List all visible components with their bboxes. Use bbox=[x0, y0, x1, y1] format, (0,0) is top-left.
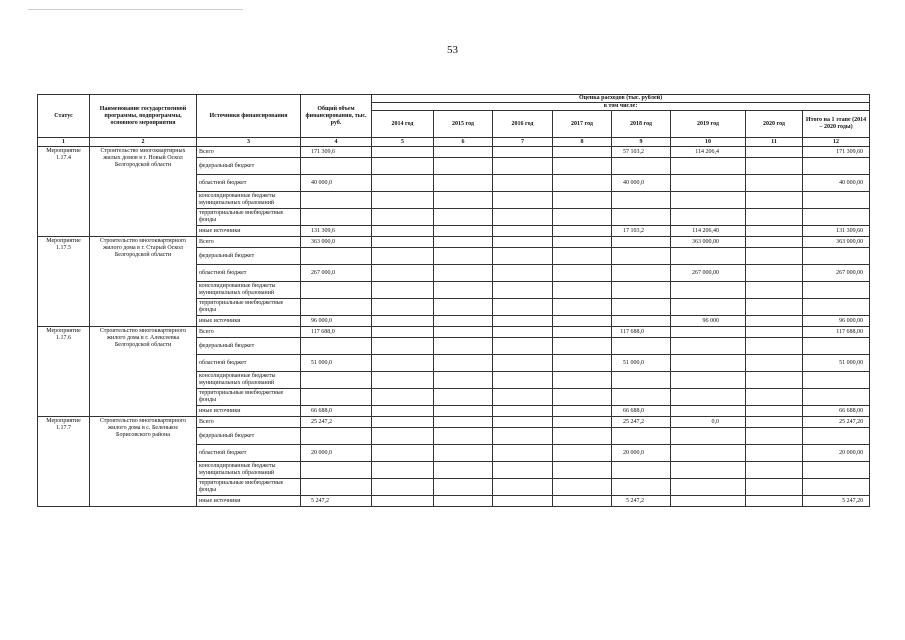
itog-value: 96 000,00 bbox=[803, 316, 870, 327]
year-value-empty bbox=[372, 338, 434, 355]
year-value-empty bbox=[553, 428, 612, 445]
year-2020-value bbox=[746, 237, 803, 248]
itog-value: 20 000,00 bbox=[803, 445, 870, 462]
year-value-empty bbox=[372, 389, 434, 406]
year-2018-value: 25 247,2 bbox=[612, 417, 671, 428]
year-value-empty bbox=[493, 248, 553, 265]
year-value-empty bbox=[493, 158, 553, 175]
year-value-empty bbox=[553, 237, 612, 248]
year-value-empty bbox=[372, 248, 434, 265]
funding-source: областной бюджет bbox=[197, 355, 301, 372]
year-value-empty bbox=[553, 282, 612, 299]
year-2019-value bbox=[671, 327, 746, 338]
year-2018-value bbox=[612, 282, 671, 299]
year-value-empty bbox=[553, 417, 612, 428]
itog-value bbox=[803, 192, 870, 209]
itog-value bbox=[803, 372, 870, 389]
year-value-empty bbox=[372, 226, 434, 237]
year-2019-value bbox=[671, 462, 746, 479]
year-2020-value bbox=[746, 445, 803, 462]
itog-value: 267 000,00 bbox=[803, 265, 870, 282]
year-value-empty bbox=[553, 299, 612, 316]
year-value-empty bbox=[372, 192, 434, 209]
year-value-empty bbox=[553, 372, 612, 389]
itog-value bbox=[803, 248, 870, 265]
year-value-empty bbox=[553, 479, 612, 496]
year-value-empty bbox=[553, 445, 612, 462]
year-2019-value bbox=[671, 192, 746, 209]
activity-name: Строительство многоквартирного жилого дома в с. Беленькое Борисовского района bbox=[90, 417, 197, 507]
year-value-empty bbox=[553, 338, 612, 355]
year-value-empty bbox=[434, 338, 493, 355]
year-2020-value bbox=[746, 226, 803, 237]
year-value-empty bbox=[372, 299, 434, 316]
table-body bbox=[38, 147, 870, 507]
funding-source: Всего bbox=[197, 327, 301, 338]
year-value-empty bbox=[493, 417, 553, 428]
year-value-empty bbox=[434, 158, 493, 175]
year-value-empty bbox=[493, 428, 553, 445]
year-value-empty bbox=[553, 316, 612, 327]
year-2018-value bbox=[612, 158, 671, 175]
header-sources: Источники финансирования bbox=[197, 95, 301, 138]
year-value-empty bbox=[553, 158, 612, 175]
year-value-empty bbox=[372, 282, 434, 299]
total-value: 131 309,6 bbox=[301, 226, 372, 237]
total-value: 267 000,0 bbox=[301, 265, 372, 282]
column-number: 10 bbox=[671, 138, 746, 147]
table-row bbox=[38, 327, 870, 338]
funding-source: Всего bbox=[197, 417, 301, 428]
itog-value bbox=[803, 389, 870, 406]
year-value-empty bbox=[434, 226, 493, 237]
funding-source: консолидированные бюджеты муниципальных образований bbox=[197, 462, 301, 479]
year-2019-value bbox=[671, 248, 746, 265]
year-value-empty bbox=[372, 462, 434, 479]
funding-source: консолидированные бюджеты муниципальных образований bbox=[197, 282, 301, 299]
year-value-empty bbox=[553, 496, 612, 507]
column-number: 8 bbox=[553, 138, 612, 147]
year-value-empty bbox=[434, 406, 493, 417]
funding-source: консолидированные бюджеты муниципальных образований bbox=[197, 192, 301, 209]
year-value-empty bbox=[553, 355, 612, 372]
year-value-empty bbox=[493, 175, 553, 192]
year-value-empty bbox=[372, 316, 434, 327]
header-year: 2017 год bbox=[553, 111, 612, 138]
funding-source: Всего bbox=[197, 237, 301, 248]
itog-value: 117 688,00 bbox=[803, 327, 870, 338]
header-name: Наименование государственной программы, подпрограммы, основного мероприятия bbox=[90, 95, 197, 138]
year-value-empty bbox=[434, 299, 493, 316]
year-2019-value bbox=[671, 372, 746, 389]
header-year: 2019 год bbox=[671, 111, 746, 138]
year-value-empty bbox=[434, 462, 493, 479]
year-2020-value bbox=[746, 355, 803, 372]
year-2019-value bbox=[671, 299, 746, 316]
year-2020-value bbox=[746, 265, 803, 282]
year-value-empty bbox=[493, 237, 553, 248]
total-value: 171 309,6 bbox=[301, 147, 372, 158]
year-value-empty bbox=[434, 192, 493, 209]
total-value bbox=[301, 282, 372, 299]
total-value bbox=[301, 338, 372, 355]
year-2018-value: 51 000,0 bbox=[612, 355, 671, 372]
year-value-empty bbox=[434, 445, 493, 462]
year-value-empty bbox=[372, 327, 434, 338]
column-number: 7 bbox=[493, 138, 553, 147]
year-value-empty bbox=[493, 445, 553, 462]
year-2018-value: 20 000,0 bbox=[612, 445, 671, 462]
year-2019-value: 114 206,40 bbox=[671, 226, 746, 237]
year-value-empty bbox=[434, 389, 493, 406]
year-2019-value bbox=[671, 389, 746, 406]
year-2018-value bbox=[612, 209, 671, 226]
year-2018-value bbox=[612, 338, 671, 355]
funding-source: Всего bbox=[197, 147, 301, 158]
itog-value: 40 000,00 bbox=[803, 175, 870, 192]
year-2018-value: 117 688,0 bbox=[612, 327, 671, 338]
year-value-empty bbox=[493, 479, 553, 496]
funding-source: иные источники bbox=[197, 496, 301, 507]
funding-source: территориальные внебюджетные фонды bbox=[197, 389, 301, 406]
year-2019-value bbox=[671, 479, 746, 496]
year-value-empty bbox=[493, 316, 553, 327]
funding-source: иные источники bbox=[197, 316, 301, 327]
year-2020-value bbox=[746, 389, 803, 406]
header-total: Общий объем финансирования, тыс. руб. bbox=[301, 95, 372, 138]
itog-value bbox=[803, 479, 870, 496]
total-value bbox=[301, 158, 372, 175]
year-value-empty bbox=[372, 175, 434, 192]
year-value-empty bbox=[372, 372, 434, 389]
year-2019-value bbox=[671, 175, 746, 192]
total-value: 363 000,0 bbox=[301, 237, 372, 248]
year-2019-value bbox=[671, 338, 746, 355]
itog-value bbox=[803, 282, 870, 299]
activity-status: Мероприятие 1.17.6 bbox=[38, 327, 90, 417]
year-value-empty bbox=[553, 265, 612, 282]
year-value-empty bbox=[493, 192, 553, 209]
year-2019-value bbox=[671, 496, 746, 507]
header-estimate: Оценка расходов (тыс. рублей) bbox=[372, 95, 870, 103]
funding-source: иные источники bbox=[197, 406, 301, 417]
year-2019-value: 96 000 bbox=[671, 316, 746, 327]
year-value-empty bbox=[434, 417, 493, 428]
total-value bbox=[301, 372, 372, 389]
total-value bbox=[301, 462, 372, 479]
activity-status: Мероприятие 1.17.7 bbox=[38, 417, 90, 507]
year-2019-value: 363 000,00 bbox=[671, 237, 746, 248]
year-2018-value bbox=[612, 316, 671, 327]
year-2020-value bbox=[746, 462, 803, 479]
year-value-empty bbox=[493, 265, 553, 282]
total-value: 40 000,0 bbox=[301, 175, 372, 192]
year-value-empty bbox=[372, 237, 434, 248]
year-value-empty bbox=[493, 327, 553, 338]
header-status: Статус bbox=[38, 95, 90, 138]
year-value-empty bbox=[372, 479, 434, 496]
year-value-empty bbox=[493, 282, 553, 299]
year-2018-value: 57 103,2 bbox=[612, 147, 671, 158]
year-value-empty bbox=[434, 496, 493, 507]
table-row bbox=[38, 237, 870, 248]
year-2020-value bbox=[746, 209, 803, 226]
header-year: 2014 год bbox=[372, 111, 434, 138]
table-row bbox=[38, 147, 870, 158]
total-value bbox=[301, 192, 372, 209]
year-2020-value bbox=[746, 147, 803, 158]
year-2019-value bbox=[671, 406, 746, 417]
year-2020-value bbox=[746, 158, 803, 175]
year-2019-value: 0,0 bbox=[671, 417, 746, 428]
year-value-empty bbox=[434, 248, 493, 265]
year-value-empty bbox=[493, 355, 553, 372]
year-2020-value bbox=[746, 417, 803, 428]
funding-source: областной бюджет bbox=[197, 175, 301, 192]
total-value: 51 000,0 bbox=[301, 355, 372, 372]
column-number: 6 bbox=[434, 138, 493, 147]
itog-value bbox=[803, 158, 870, 175]
year-value-empty bbox=[553, 248, 612, 265]
total-value bbox=[301, 389, 372, 406]
year-2020-value bbox=[746, 192, 803, 209]
column-number: 12 bbox=[803, 138, 870, 147]
year-2020-value bbox=[746, 316, 803, 327]
funding-source: федеральный бюджет bbox=[197, 428, 301, 445]
itog-value: 171 309,60 bbox=[803, 147, 870, 158]
year-value-empty bbox=[493, 209, 553, 226]
column-number: 11 bbox=[746, 138, 803, 147]
column-number: 2 bbox=[90, 138, 197, 147]
year-2019-value: 267 000,00 bbox=[671, 265, 746, 282]
itog-value bbox=[803, 209, 870, 226]
table-row bbox=[38, 417, 870, 428]
year-value-empty bbox=[434, 175, 493, 192]
activity-status: Мероприятие 1.17.4 bbox=[38, 147, 90, 237]
year-value-empty bbox=[372, 445, 434, 462]
year-2018-value: 40 000,0 bbox=[612, 175, 671, 192]
year-value-empty bbox=[434, 282, 493, 299]
total-value bbox=[301, 428, 372, 445]
year-2018-value bbox=[612, 372, 671, 389]
year-2020-value bbox=[746, 327, 803, 338]
year-2019-value bbox=[671, 445, 746, 462]
total-value: 96 000,0 bbox=[301, 316, 372, 327]
column-number: 3 bbox=[197, 138, 301, 147]
year-value-empty bbox=[434, 209, 493, 226]
year-2020-value bbox=[746, 282, 803, 299]
year-2020-value bbox=[746, 372, 803, 389]
total-value: 66 688,0 bbox=[301, 406, 372, 417]
year-value-empty bbox=[493, 462, 553, 479]
total-value bbox=[301, 479, 372, 496]
year-2020-value bbox=[746, 299, 803, 316]
year-2019-value bbox=[671, 428, 746, 445]
year-value-empty bbox=[372, 428, 434, 445]
funding-source: федеральный бюджет bbox=[197, 158, 301, 175]
activity-name: Строительство многоквартирного жилого дома в г. Алексеевка Белгородской области bbox=[90, 327, 197, 417]
year-value-empty bbox=[372, 209, 434, 226]
total-value bbox=[301, 248, 372, 265]
itog-value bbox=[803, 462, 870, 479]
year-2020-value bbox=[746, 175, 803, 192]
year-2018-value bbox=[612, 237, 671, 248]
year-value-empty bbox=[493, 338, 553, 355]
year-value-empty bbox=[372, 417, 434, 428]
funding-source: федеральный бюджет bbox=[197, 338, 301, 355]
year-2020-value bbox=[746, 406, 803, 417]
year-value-empty bbox=[553, 327, 612, 338]
year-value-empty bbox=[553, 389, 612, 406]
year-value-empty bbox=[553, 175, 612, 192]
year-value-empty bbox=[493, 496, 553, 507]
year-value-empty bbox=[553, 226, 612, 237]
funding-source: областной бюджет bbox=[197, 265, 301, 282]
year-2018-value bbox=[612, 192, 671, 209]
year-2018-value bbox=[612, 248, 671, 265]
funding-source: федеральный бюджет bbox=[197, 248, 301, 265]
year-value-empty bbox=[434, 372, 493, 389]
year-value-empty bbox=[493, 406, 553, 417]
year-value-empty bbox=[434, 327, 493, 338]
funding-source: территориальные внебюджетные фонды bbox=[197, 209, 301, 226]
year-value-empty bbox=[372, 355, 434, 372]
itog-value: 66 688,00 bbox=[803, 406, 870, 417]
activity-name: Строительство многоквартирного жилого дома в г. Старый Оскол Белгородской области bbox=[90, 237, 197, 327]
year-value-empty bbox=[493, 372, 553, 389]
budget-table bbox=[37, 94, 870, 507]
total-value bbox=[301, 299, 372, 316]
year-2019-value bbox=[671, 158, 746, 175]
header-including: в том числе: bbox=[372, 103, 870, 111]
total-value bbox=[301, 209, 372, 226]
year-2018-value: 5 247,2 bbox=[612, 496, 671, 507]
total-value: 25 247,2 bbox=[301, 417, 372, 428]
year-value-empty bbox=[434, 265, 493, 282]
header-itog: Итого на 1 этапе (2014 – 2020 годы) bbox=[803, 111, 870, 138]
itog-value: 131 309,60 bbox=[803, 226, 870, 237]
total-value: 5 247,2 bbox=[301, 496, 372, 507]
year-value-empty bbox=[493, 299, 553, 316]
itog-value: 5 247,20 bbox=[803, 496, 870, 507]
year-2019-value bbox=[671, 355, 746, 372]
activity-status: Мероприятие 1.17.5 bbox=[38, 237, 90, 327]
year-value-empty bbox=[434, 147, 493, 158]
year-2018-value bbox=[612, 462, 671, 479]
year-2020-value bbox=[746, 479, 803, 496]
year-value-empty bbox=[372, 265, 434, 282]
itog-value bbox=[803, 338, 870, 355]
itog-value bbox=[803, 299, 870, 316]
year-value-empty bbox=[434, 316, 493, 327]
year-value-empty bbox=[553, 406, 612, 417]
funding-source: иные источники bbox=[197, 226, 301, 237]
itog-value: 363 000,00 bbox=[803, 237, 870, 248]
year-value-empty bbox=[553, 192, 612, 209]
column-number: 5 bbox=[372, 138, 434, 147]
year-value-empty bbox=[553, 209, 612, 226]
activity-name: Строительство многоквартирных жилых домов в г. Новый Оскол Белгородской области bbox=[90, 147, 197, 237]
year-value-empty bbox=[372, 406, 434, 417]
top-divider bbox=[28, 9, 243, 10]
year-value-empty bbox=[434, 479, 493, 496]
header-year: 2015 год bbox=[434, 111, 493, 138]
year-2020-value bbox=[746, 428, 803, 445]
header-year: 2018 год bbox=[612, 111, 671, 138]
year-2020-value bbox=[746, 496, 803, 507]
year-value-empty bbox=[372, 496, 434, 507]
year-value-empty bbox=[553, 462, 612, 479]
year-2018-value bbox=[612, 299, 671, 316]
year-value-empty bbox=[493, 226, 553, 237]
year-2019-value bbox=[671, 282, 746, 299]
year-value-empty bbox=[434, 355, 493, 372]
funding-source: территориальные внебюджетные фонды bbox=[197, 479, 301, 496]
year-2020-value bbox=[746, 248, 803, 265]
year-value-empty bbox=[434, 237, 493, 248]
funding-source: территориальные внебюджетные фонды bbox=[197, 299, 301, 316]
funding-source: областной бюджет bbox=[197, 445, 301, 462]
column-number: 4 bbox=[301, 138, 372, 147]
year-value-empty bbox=[434, 428, 493, 445]
year-value-empty bbox=[372, 147, 434, 158]
year-value-empty bbox=[372, 158, 434, 175]
year-2018-value bbox=[612, 389, 671, 406]
itog-value: 51 000,00 bbox=[803, 355, 870, 372]
year-2018-value bbox=[612, 265, 671, 282]
year-2019-value: 114 206,4 bbox=[671, 147, 746, 158]
column-number: 1 bbox=[38, 138, 90, 147]
page-number: 53 bbox=[447, 44, 458, 56]
year-value-empty bbox=[493, 147, 553, 158]
year-2018-value bbox=[612, 479, 671, 496]
total-value: 117 688,0 bbox=[301, 327, 372, 338]
column-number: 9 bbox=[612, 138, 671, 147]
itog-value: 25 247,20 bbox=[803, 417, 870, 428]
year-2018-value bbox=[612, 428, 671, 445]
itog-value bbox=[803, 428, 870, 445]
header-year: 2020 год bbox=[746, 111, 803, 138]
year-2018-value: 66 688,0 bbox=[612, 406, 671, 417]
year-value-empty bbox=[493, 389, 553, 406]
funding-source: консолидированные бюджеты муниципальных образований bbox=[197, 372, 301, 389]
year-2018-value: 17 103,2 bbox=[612, 226, 671, 237]
year-2019-value bbox=[671, 209, 746, 226]
year-value-empty bbox=[553, 147, 612, 158]
header-year: 2016 год bbox=[493, 111, 553, 138]
year-2020-value bbox=[746, 338, 803, 355]
total-value: 20 000,0 bbox=[301, 445, 372, 462]
